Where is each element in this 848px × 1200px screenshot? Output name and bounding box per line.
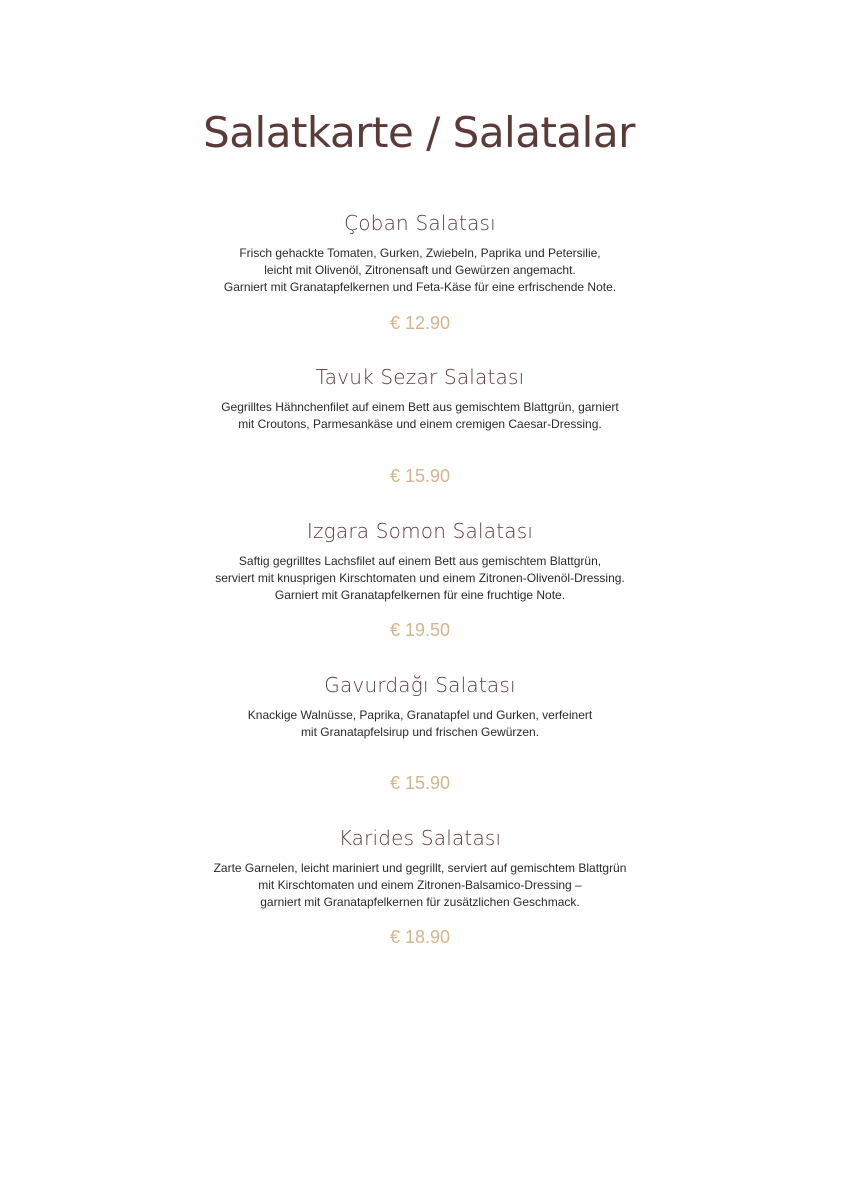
description-line: leicht mit Olivenöl, Zitronensaft und Gewürzen angemacht. bbox=[264, 263, 576, 277]
item-description bbox=[0, 399, 840, 433]
description-line: serviert mit knusprigen Kirschtomaten und einem Zitronen-Olivenöl-Dressing. bbox=[215, 571, 625, 585]
description-line: mit Kirschtomaten und einem Zitronen-Balsamico-Dressing – bbox=[258, 878, 582, 892]
menu-item-gavurdagi bbox=[0, 672, 840, 741]
item-name: Gavurdağı Salatası bbox=[324, 673, 516, 697]
item-description bbox=[0, 860, 840, 911]
description-line: Garniert mit Granatapfelkernen und Feta-Käse für eine erfrischende Note. bbox=[223, 280, 617, 294]
item-price: € 18.90 bbox=[389, 927, 451, 947]
item-price: € 12.90 bbox=[389, 313, 451, 333]
menu-item-izgara-somon bbox=[0, 518, 840, 604]
page-title: Salatkarte / Salatalar bbox=[203, 108, 635, 157]
description-line: Zarte Garnelen, leicht mariniert und gegrillt, serviert auf gemischtem Blattgrün bbox=[213, 861, 627, 875]
description-line: Gegrilltes Hähnchenfilet auf einem Bett aus gemischtem Blattgrün, garniert bbox=[221, 400, 619, 414]
description-line: mit Granatapfelsirup und frischen Gewürzen. bbox=[300, 725, 540, 739]
item-name: Tavuk Sezar Salatası bbox=[315, 365, 525, 389]
description-line: garniert mit Granatapfelkernen für zusätzlichen Geschmack. bbox=[260, 895, 580, 909]
description-line: Garniert mit Granatapfelkernen für eine fruchtige Note. bbox=[274, 588, 566, 602]
item-name: Çoban Salatası bbox=[344, 211, 496, 235]
description-line: mit Croutons, Parmesankäse und einem cremigen Caesar-Dressing. bbox=[238, 417, 602, 431]
menu-item-coban bbox=[0, 210, 840, 296]
item-price: € 19.50 bbox=[389, 620, 451, 640]
description-line: Knackige Walnüsse, Paprika, Granatapfel und Gurken, verfeinert bbox=[247, 708, 593, 722]
item-price: € 15.90 bbox=[389, 466, 451, 486]
item-name: Karides Salatası bbox=[338, 826, 502, 850]
item-description bbox=[0, 707, 840, 741]
menu-item-tavuk-sezar bbox=[0, 364, 840, 433]
description-line: Saftig gegrilltes Lachsfilet auf einem Bett aus gemischtem Blattgrün, bbox=[238, 554, 602, 568]
item-price: € 15.90 bbox=[389, 773, 451, 793]
item-description bbox=[0, 553, 840, 604]
item-description bbox=[0, 245, 840, 296]
item-name: Izgara Somon Salatası bbox=[306, 519, 534, 543]
description-line: Frisch gehackte Tomaten, Gurken, Zwiebeln, Paprika und Petersilie, bbox=[239, 246, 601, 260]
menu-item-karides bbox=[0, 825, 840, 911]
